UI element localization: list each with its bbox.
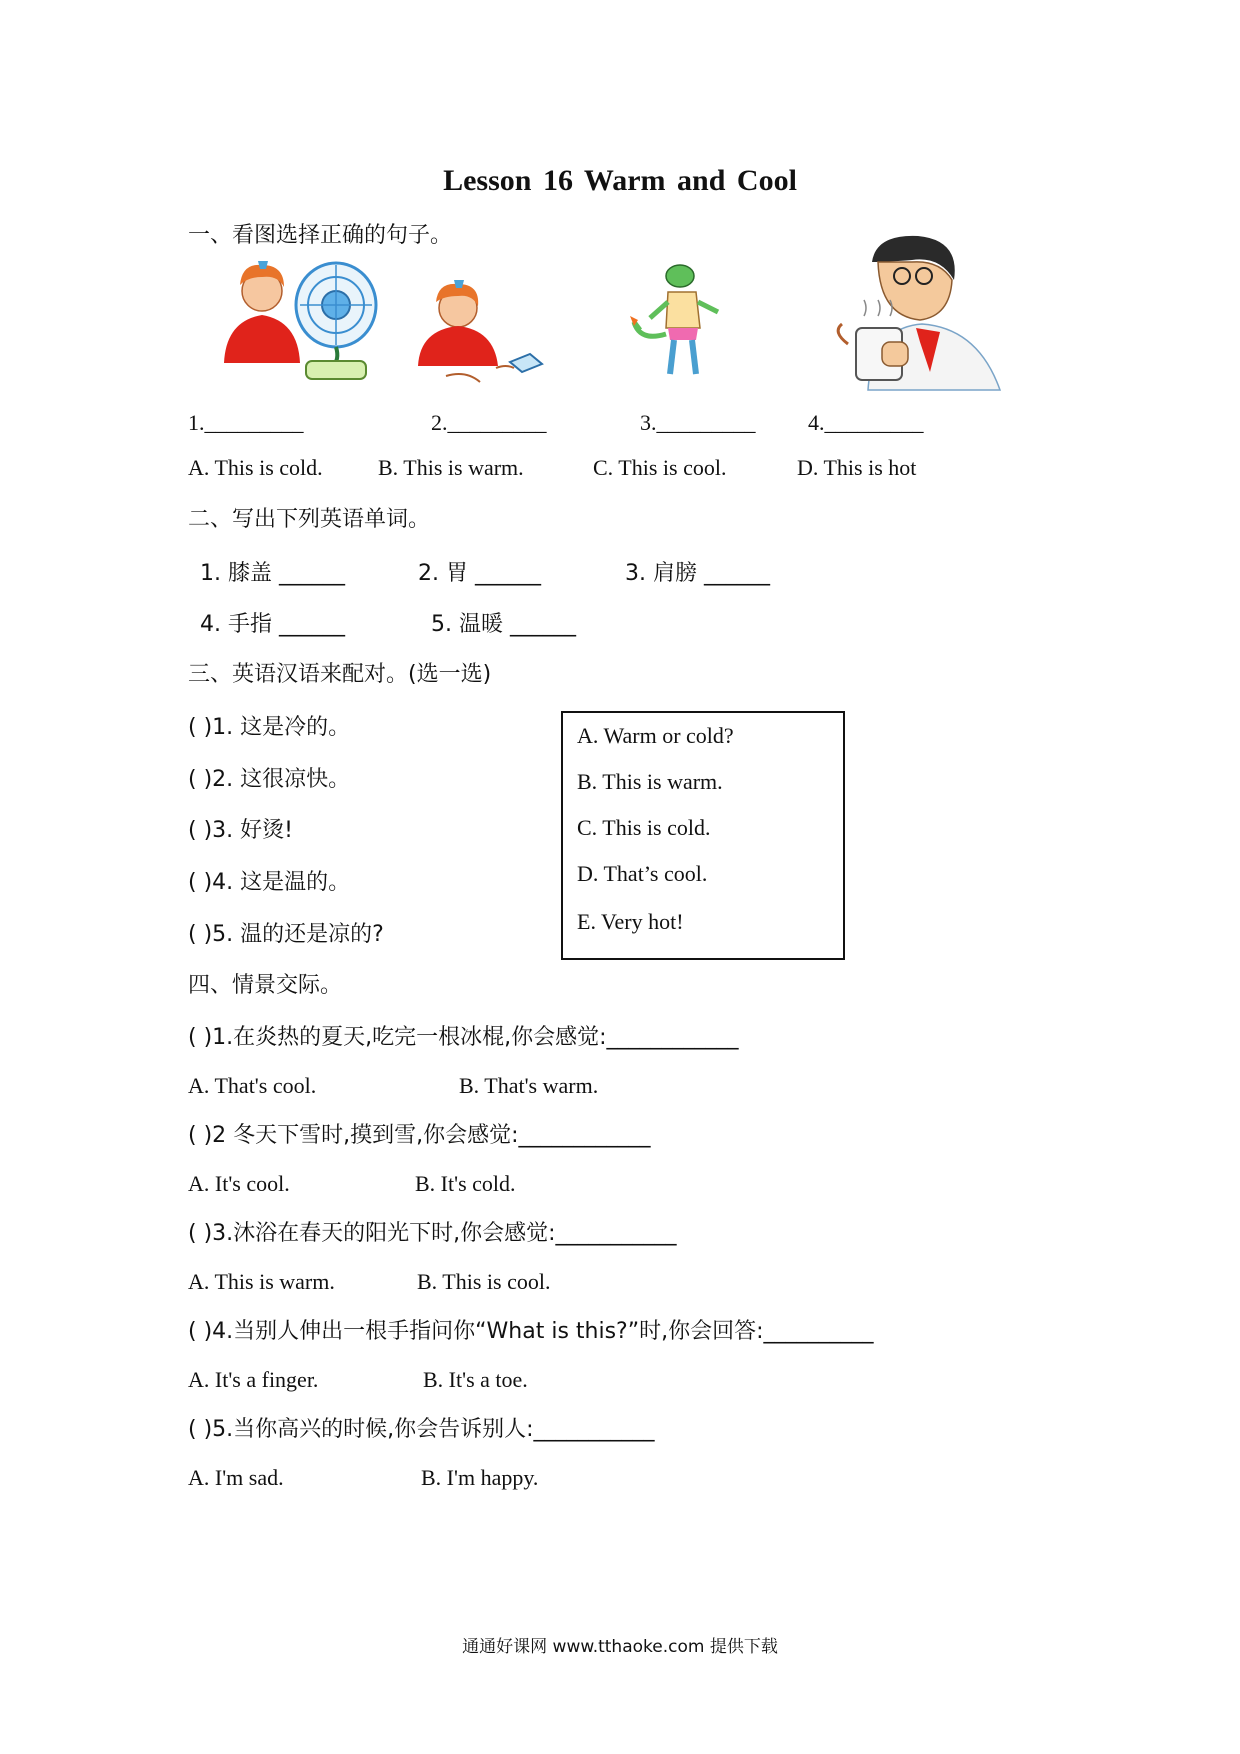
situation-4-option-a: A. It's a finger. (188, 1367, 319, 1392)
page-title: Lesson 16 Warm and Cool (443, 164, 797, 197)
section4-heading: 四、情景交际。 (188, 973, 343, 998)
girl-with-fan-picture (220, 255, 390, 385)
box-option-e: E. Very hot! (577, 909, 684, 934)
word-item-2: 2. 胃 ______ (418, 561, 541, 586)
section2-heading: 二、写出下列英语单词。 (188, 507, 431, 532)
picture-blank-2[interactable]: 2._________ (431, 410, 547, 435)
situation-2-option-a: A. It's cool. (188, 1171, 290, 1196)
word-item-5: 5. 温暖 ______ (431, 612, 576, 637)
picture-blank-1[interactable]: 1._________ (188, 410, 304, 435)
situation-4-option-b: B. It's a toe. (423, 1367, 528, 1392)
situation-5-option-a: A. I'm sad. (188, 1465, 284, 1490)
option-d: D. This is hot (797, 455, 917, 480)
match-item-3: ( )3. 好烫! (188, 818, 293, 843)
option-b: B. This is warm. (378, 455, 524, 480)
picture-blank-4[interactable]: 4._________ (808, 410, 924, 435)
box-option-c: C. This is cold. (577, 815, 711, 840)
man-with-hot-cup-picture (828, 232, 1008, 392)
situation-question-4: ( )4.当别人伸出一根手指问你“What is this?”时,你会回答:__________ (188, 1319, 874, 1344)
situation-1-option-a: A. That's cool. (188, 1073, 317, 1098)
box-option-a: A. Warm or cold? (577, 723, 734, 748)
word-item-4: 4. 手指 ______ (200, 612, 345, 637)
situation-3-option-a: A. This is warm. (188, 1269, 335, 1294)
girl-with-ice-picture (410, 278, 560, 388)
section1-heading: 一、看图选择正确的句子。 (188, 223, 453, 248)
option-c: C. This is cool. (593, 455, 727, 480)
match-item-2: ( )2. 这很凉快。 (188, 767, 351, 792)
match-item-1: ( )1. 这是冷的。 (188, 715, 351, 740)
situation-5-option-b: B. I'm happy. (421, 1465, 539, 1490)
box-option-b: B. This is warm. (577, 769, 723, 794)
footer-watermark: 通通好课网 www.tthaoke.com 提供下载 (462, 1637, 778, 1657)
match-item-5: ( )5. 温的还是凉的? (188, 922, 384, 947)
situation-question-1: ( )1.在炎热的夏天,吃完一根冰棍,你会感觉:____________ (188, 1025, 739, 1050)
situation-3-option-b: B. This is cool. (417, 1269, 551, 1294)
situation-question-2: ( )2 冬天下雪时,摸到雪,你会感觉:____________ (188, 1123, 651, 1148)
word-item-3: 3. 肩膀 ______ (625, 561, 770, 586)
section3-heading: 三、英语汉语来配对。(选一选) (188, 662, 492, 687)
match-item-4: ( )4. 这是温的。 (188, 870, 351, 895)
situation-question-5: ( )5.当你高兴的时候,你会告诉别人:___________ (188, 1417, 655, 1442)
match-options-box (561, 711, 845, 960)
dinosaur-picture (630, 262, 750, 384)
word-item-1: 1. 膝盖 ______ (200, 561, 345, 586)
situation-1-option-b: B. That's warm. (459, 1073, 599, 1098)
picture-blank-3[interactable]: 3._________ (640, 410, 756, 435)
box-option-d: D. That’s cool. (577, 861, 708, 886)
situation-question-3: ( )3.沐浴在春天的阳光下时,你会感觉:___________ (188, 1221, 677, 1246)
situation-2-option-b: B. It's cold. (415, 1171, 516, 1196)
option-a: A. This is cold. (188, 455, 323, 480)
